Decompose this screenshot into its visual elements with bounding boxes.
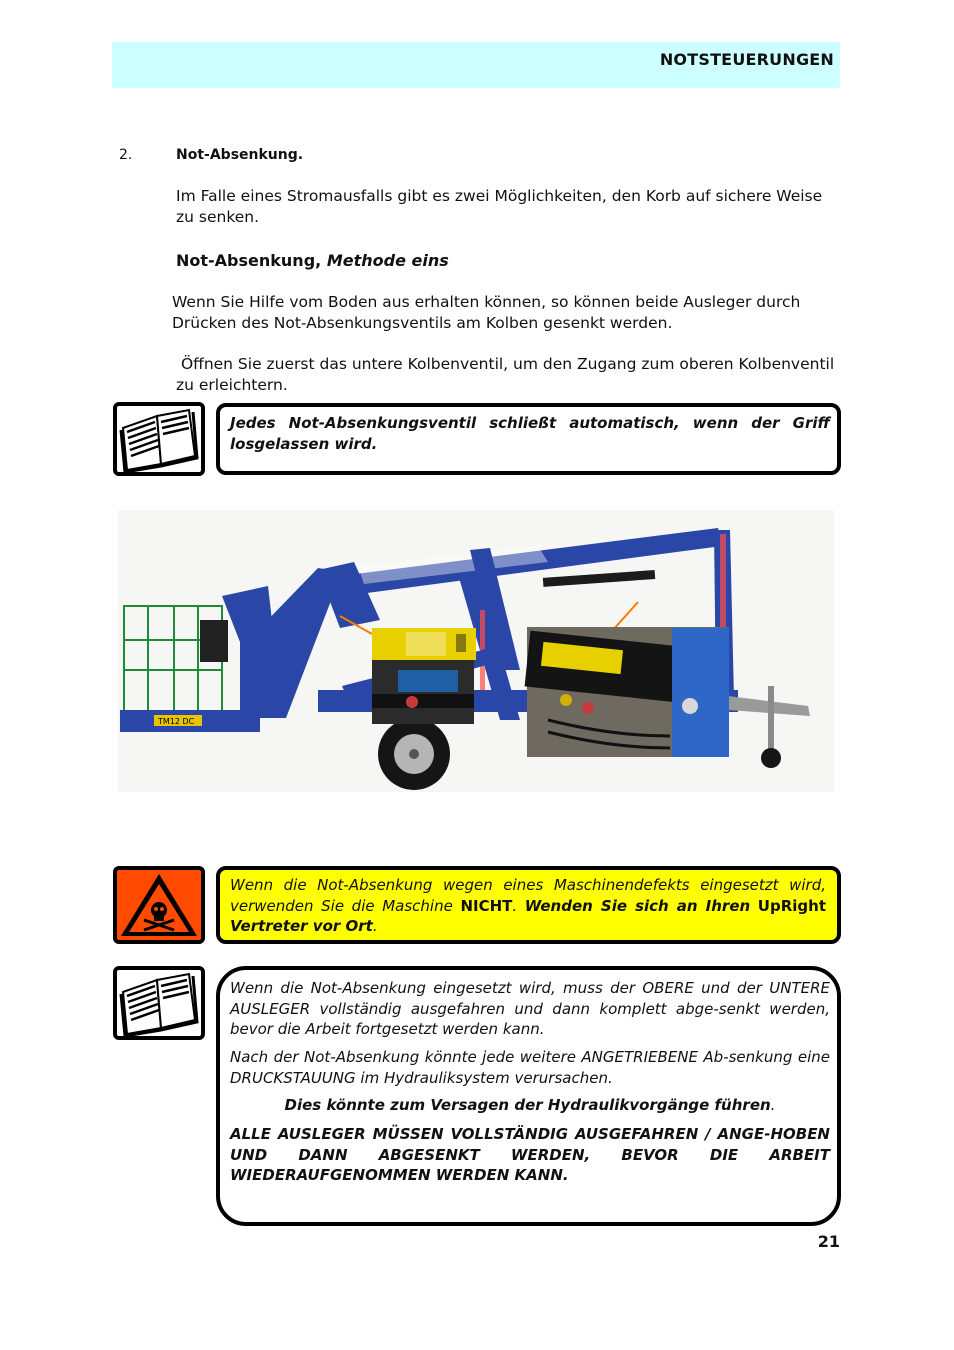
method-heading-italic: Methode eins (326, 251, 449, 270)
warning-vertreter: Vertreter vor Ort (230, 917, 373, 935)
section-title: Not-Absenkung. (176, 147, 304, 163)
method-paragraph-2: Öffnen Sie zuerst das untere Kolbenventil, um den Zugang zum oberen Kolbenventil zu erleichtern. (176, 355, 840, 394)
note-2-paragraph-2: Nach der Not-Absenkung könnte jede weitere ANGETRIEBENE Ab-senkung eine DRUCKSTAUUNG im Hydrauliksystem verursachen. (230, 1048, 830, 1087)
note-2-paragraph-3 (230, 1096, 830, 1114)
machine-photo (118, 510, 834, 792)
page-header-band (112, 42, 840, 88)
note-2-paragraph-1: Wenn die Not-Absenkung eingesetzt wird, muss der OBERE und der UNTERE AUSLEGER vollständig ausgefahren und dann komplett abge-senkt werden, bevor die Arbeit fortgesetzt werden kann. (230, 979, 830, 1038)
page-header-title: NOTSTEUERUNGEN (659, 50, 834, 69)
plate-label: TM12 DC (158, 717, 195, 726)
skull-warning-icon (113, 866, 205, 944)
warning-upright: UpRight (757, 896, 826, 915)
note-2-p3-text: Dies könnte zum Versagen der Hydraulikvorgänge führen (284, 1096, 771, 1114)
method-heading (176, 251, 449, 270)
section-number: 2. (119, 147, 133, 163)
method-paragraph-1: Wenn Sie Hilfe vom Boden aus erhalten können, so können beide Ausleger durch Drücken des Not-Absenkungsventils am Kolben gesenkt werden. (172, 293, 801, 332)
book-icon (113, 966, 205, 1040)
method-heading-label: Not-Absenkung, (176, 251, 322, 270)
book-icon (113, 402, 205, 476)
danger-warning-text (230, 875, 826, 937)
note-2-p3-end: . (770, 1096, 776, 1114)
warning-dot1: . (512, 896, 518, 915)
warning-dot2: . (372, 917, 378, 935)
note-1-text: Jedes Not-Absenkungsventil schließt automatisch, wenn der Griff losgelassen wird. (230, 414, 830, 453)
page-number: 21 (817, 1232, 840, 1251)
note-2-paragraph-4: ALLE AUSLEGER MÜSSEN VOLLSTÄNDIG AUSGEFAHREN / ANGE-HOBEN UND DANN ABGESENKT WERDEN, BEVOR DIE ARBEIT WIEDERAUFGENOMMEN WERDEN KANN. (230, 1125, 830, 1184)
warning-part1: Wenn die Not-Absenkung wegen eines Maschinendefekts eingesetzt wird, verwenden Sie die Maschine (230, 876, 826, 915)
intro-paragraph: Im Falle eines Stromausfalls gibt es zwei Möglichkeiten, den Korb auf sichere Weise zu senken. (176, 187, 823, 226)
warning-nicht: NICHT (460, 896, 513, 915)
warning-wenden: Wenden Sie sich an Ihren (524, 896, 751, 915)
